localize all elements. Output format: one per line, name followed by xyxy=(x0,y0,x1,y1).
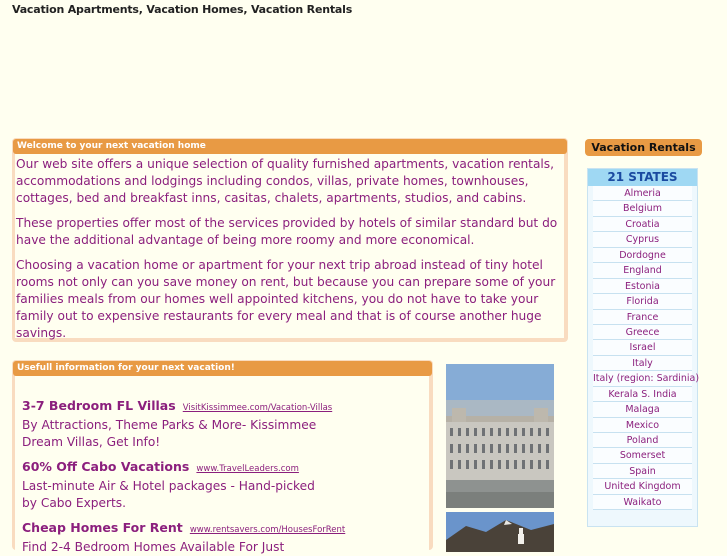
ad-title-row xyxy=(22,518,346,539)
site-title: Vacation Apartments, Vacation Homes, Vacation Rentals xyxy=(12,3,353,16)
ad-description: By Attractions, Theme Parks & More- Kissimmee Dream Villas, Get Info! xyxy=(22,418,317,449)
state-link[interactable]: United Kingdom xyxy=(593,479,692,494)
state-link[interactable]: Spain xyxy=(593,464,692,479)
palace-photo xyxy=(446,364,554,508)
welcome-panel xyxy=(12,138,568,342)
state-link[interactable]: Waikato xyxy=(593,495,692,510)
state-link[interactable]: Somerset xyxy=(593,448,692,463)
state-link[interactable]: Israel xyxy=(593,340,692,355)
ad-description: Find 2-4 Bedroom Homes Available For Just xyxy=(22,540,285,554)
state-link[interactable]: Belgium xyxy=(593,201,692,216)
mountain-illustration xyxy=(446,512,554,552)
state-link[interactable]: Malaga xyxy=(593,402,692,417)
state-link[interactable]: Dordogne xyxy=(593,248,692,263)
ad-item xyxy=(22,457,322,512)
info-body xyxy=(15,376,429,554)
state-link[interactable]: Italy xyxy=(593,356,692,371)
state-link[interactable]: England xyxy=(593,263,692,278)
ad-description: Last-minute Air & Hotel packages - Hand-picked by Cabo Experts. xyxy=(22,479,315,510)
mountain-photo xyxy=(446,512,554,552)
ad-title-link[interactable]: 60% Off Cabo Vacations xyxy=(22,459,190,474)
ad-title-link[interactable]: Cheap Homes For Rent xyxy=(22,520,183,535)
state-list xyxy=(588,186,700,510)
state-link[interactable]: Florida xyxy=(593,294,692,309)
state-link[interactable]: Estonia xyxy=(593,279,692,294)
ad-title-link[interactable]: 3-7 Bedroom FL Villas xyxy=(22,398,176,413)
state-link[interactable]: France xyxy=(593,310,692,325)
ad-title-row xyxy=(22,457,322,478)
ad-item xyxy=(22,518,346,556)
state-link[interactable]: Mexico xyxy=(593,418,692,433)
state-link[interactable]: Cyprus xyxy=(593,232,692,247)
state-link[interactable]: Almeria xyxy=(593,186,692,201)
palace-illustration xyxy=(446,364,554,508)
state-link[interactable]: Italy (region: Sardinia) xyxy=(593,371,692,386)
states-menu xyxy=(587,168,698,527)
state-link[interactable]: Croatia xyxy=(593,217,692,232)
welcome-paragraph: Our web site offers a unique selection of quality furnished apartments, vacation rentals, accommodations and lodgings including condos, villas, private homes, townhouses, cottages, bed and breakfast inns, casitas, chalets, apartments, studios, and cabins. xyxy=(16,157,555,205)
ad-list xyxy=(22,396,346,556)
welcome-body xyxy=(15,154,564,338)
ad-url-link[interactable]: www.TravelLeaders.com xyxy=(196,464,299,474)
welcome-heading: Welcome to your next vacation home xyxy=(13,139,567,154)
state-link[interactable]: Greece xyxy=(593,325,692,340)
state-link[interactable]: Poland xyxy=(593,433,692,448)
info-panel xyxy=(12,360,433,554)
welcome-paragraph: These properties offer most of the services provided by hotels of similar standard but do have the additional advantage of being more roomy and more economical. xyxy=(16,216,558,247)
vacation-rentals-heading: Vacation Rentals xyxy=(585,139,702,156)
info-heading: Usefull information for your next vacation! xyxy=(13,361,432,376)
states-count-heading: 21 STATES xyxy=(588,169,697,186)
welcome-paragraph: Choosing a vacation home or apartment for your next trip abroad instead of tiny hotel rooms not only can you save money on rent, but because you can prepare some of your families meals from our homes well appointed kitchens, you do not have to take your family out to expensive restaurants for every meal and that is of course another huge savings. xyxy=(16,258,556,340)
ad-title-row xyxy=(22,396,333,417)
ad-item xyxy=(22,396,333,451)
ad-url-link[interactable]: VisitKissimmee.com/Vacation-Villas xyxy=(182,403,333,413)
ad-url-link[interactable]: www.rentsavers.com/HousesForRent xyxy=(189,525,346,535)
state-link[interactable]: Kerala S. India xyxy=(593,387,692,402)
